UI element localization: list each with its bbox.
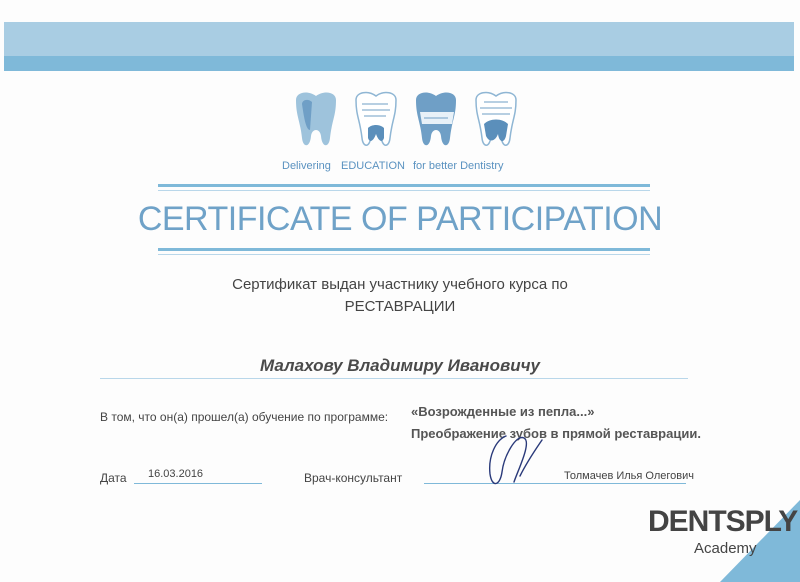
tagline-part: EDUCATION bbox=[341, 160, 405, 172]
doctor-label: Врач-консультант bbox=[304, 471, 403, 485]
recipient-name: Малахову Владимиру Ивановичу bbox=[260, 356, 540, 375]
program-intro: В том, что он(а) прошел(а) обучение по программе: bbox=[100, 410, 389, 424]
academy-label: Academy bbox=[694, 540, 757, 557]
dentsply-logo: DENTSPLY bbox=[648, 505, 798, 538]
certificate-title: CERTIFICATE OF PARTICIPATION bbox=[137, 200, 663, 238]
program-title: «Возрожденные из пепла...» bbox=[411, 404, 595, 419]
date-value: 16.03.2016 bbox=[148, 468, 204, 480]
program-subtitle: Преображение зубов в прямой реставрации. bbox=[411, 426, 701, 441]
tagline-part: Delivering bbox=[282, 160, 331, 172]
tagline-part: for better Dentistry bbox=[413, 160, 504, 172]
doctor-name: Толмачев Илья Олегович bbox=[564, 470, 694, 482]
date-label: Дата bbox=[100, 471, 127, 485]
certificate-subtitle: Сертификат выдан участнику учебного курса по bbox=[232, 276, 568, 293]
course-name: РЕСТАВРАЦИИ bbox=[344, 298, 456, 315]
